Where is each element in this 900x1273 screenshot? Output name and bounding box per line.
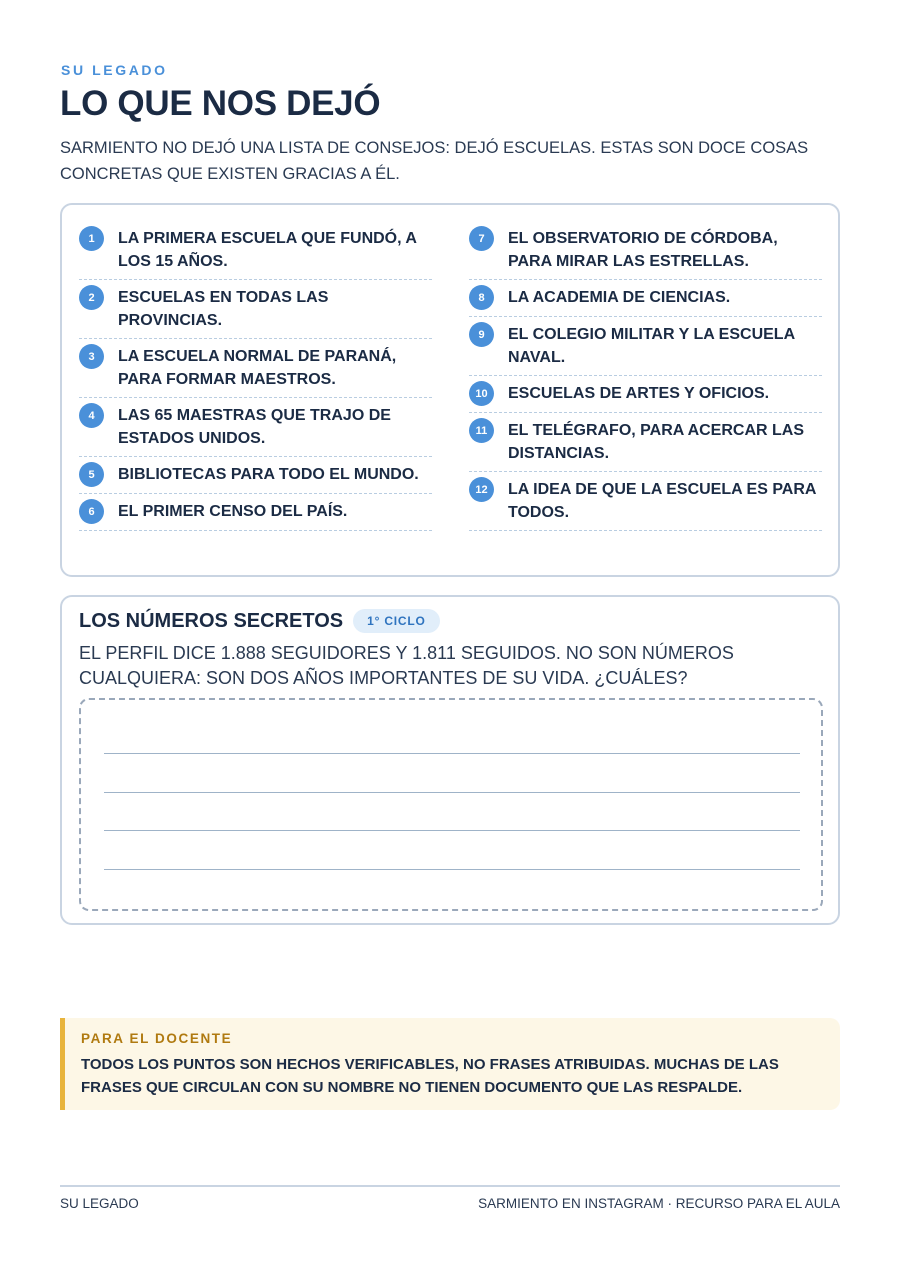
legacy-item-text: LA ACADEMIA DE CIENCIAS. bbox=[508, 289, 731, 306]
number-badge: 9 bbox=[469, 322, 494, 347]
number-badge: 3 bbox=[79, 344, 104, 369]
footer-section-name: SU LEGADO bbox=[60, 1196, 139, 1211]
footer-resource-name: SARMIENTO EN INSTAGRAM · RECURSO PARA EL AULA bbox=[478, 1196, 840, 1211]
teacher-note-label: PARA EL DOCENTE bbox=[81, 1031, 233, 1046]
number-badge: 12 bbox=[469, 477, 494, 502]
legacy-item-text: EL COLEGIO MILITAR Y LA ESCUELA NAVAL. bbox=[508, 326, 795, 366]
answer-box[interactable] bbox=[79, 698, 823, 911]
secret-numbers-header bbox=[79, 609, 440, 633]
teacher-note-text: TODOS LOS PUNTOS SON HECHOS VERIFICABLES, NO FRASES ATRIBUIDAS. MUCHAS DE LAS FRASES QUE CIRCULAN CON SU NOMBRE NO TIENEN DOCUMENTO QUE LAS RESPALDE. bbox=[81, 1056, 779, 1096]
legacy-item bbox=[469, 280, 822, 317]
number-badge: 7 bbox=[469, 226, 494, 251]
legacy-item-text: LA PRIMERA ESCUELA QUE FUNDÓ, A LOS 15 AÑOS. bbox=[118, 230, 417, 270]
answer-line bbox=[104, 792, 800, 793]
secret-numbers-title: LOS NÚMEROS SECRETOS bbox=[79, 609, 344, 632]
number-badge: 5 bbox=[79, 462, 104, 487]
number-badge: 10 bbox=[469, 381, 494, 406]
answer-line bbox=[104, 753, 800, 754]
footer-divider bbox=[60, 1185, 840, 1187]
legacy-item bbox=[469, 472, 822, 531]
legacy-item bbox=[79, 221, 432, 280]
legacy-item-text: EL PRIMER CENSO DEL PAÍS. bbox=[118, 503, 348, 520]
legacy-item-text: LA IDEA DE QUE LA ESCUELA ES PARA TODOS. bbox=[508, 481, 816, 521]
secret-numbers-question: EL PERFIL DICE 1.888 SEGUIDORES Y 1.811 SEGUIDOS. NO SON NÚMEROS CUALQUIERA: SON DOS AÑOS IMPORTANTES DE SU VIDA. ¿CUÁLES? bbox=[79, 643, 734, 688]
teacher-note bbox=[60, 1018, 840, 1110]
page-title: LO QUE NOS DEJÓ bbox=[60, 84, 381, 123]
number-badge: 4 bbox=[79, 403, 104, 428]
legacy-item-text: EL TELÉGRAFO, PARA ACERCAR LAS DISTANCIAS. bbox=[508, 422, 805, 462]
legacy-item bbox=[79, 280, 432, 339]
legacy-item bbox=[79, 339, 432, 398]
answer-line bbox=[104, 869, 800, 870]
legacy-item-text: BIBLIOTECAS PARA TODO EL MUNDO. bbox=[118, 466, 419, 483]
number-badge: 1 bbox=[79, 226, 104, 251]
legacy-item bbox=[469, 413, 822, 472]
legacy-item-text: ESCUELAS DE ARTES Y OFICIOS. bbox=[508, 385, 770, 402]
legacy-item-text: EL OBSERVATORIO DE CÓRDOBA, PARA MIRAR LAS ESTRELLAS. bbox=[508, 230, 778, 270]
answer-line bbox=[104, 830, 800, 831]
cycle-badge: 1° CICLO bbox=[353, 609, 440, 633]
legacy-item bbox=[469, 376, 822, 413]
legacy-item-text: LA ESCUELA NORMAL DE PARANÁ, PARA FORMAR MAESTROS. bbox=[118, 348, 397, 388]
legacy-item-text: LAS 65 MAESTRAS QUE TRAJO DE ESTADOS UNIDOS. bbox=[118, 407, 391, 447]
legacy-item bbox=[79, 398, 432, 457]
legacy-list-card bbox=[60, 203, 840, 577]
section-eyebrow: SU LEGADO bbox=[61, 62, 168, 78]
secret-numbers-card bbox=[60, 595, 840, 925]
number-badge: 2 bbox=[79, 285, 104, 310]
legacy-item bbox=[469, 317, 822, 376]
number-badge: 8 bbox=[469, 285, 494, 310]
legacy-item bbox=[79, 494, 432, 531]
legacy-item-text: ESCUELAS EN TODAS LAS PROVINCIAS. bbox=[118, 289, 329, 329]
legacy-item bbox=[79, 457, 432, 494]
legacy-item bbox=[469, 221, 822, 280]
legacy-list-left bbox=[79, 221, 432, 531]
number-badge: 6 bbox=[79, 499, 104, 524]
number-badge: 11 bbox=[469, 418, 494, 443]
intro-text: SARMIENTO NO DEJÓ UNA LISTA DE CONSEJOS: DEJÓ ESCUELAS. ESTAS SON DOCE COSAS CONCRETAS QUE EXISTEN GRACIAS A ÉL. bbox=[60, 139, 809, 183]
legacy-list-right bbox=[469, 221, 822, 531]
